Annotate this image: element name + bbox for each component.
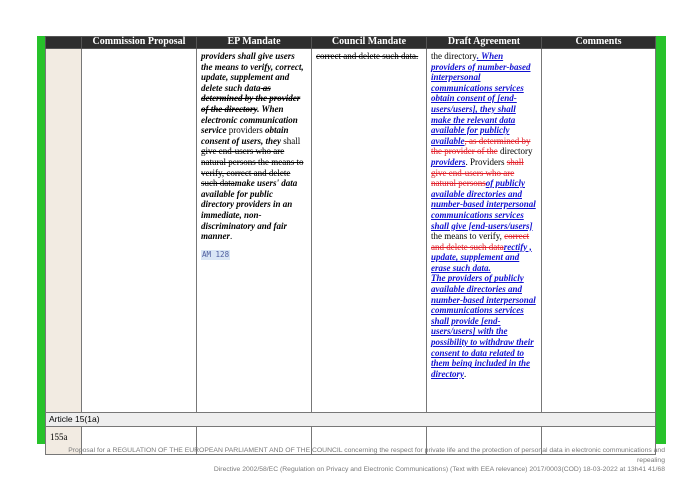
- article-heading: Article 15(1a): [46, 413, 656, 427]
- header-commission-proposal: Commission Proposal: [82, 37, 197, 49]
- ep-text: providers shall give users the means to verify, correct, update, supplement and delete such data as determined by the provider of the directory. When electronic communication service providers obtain consent of users, they shall give end-users who are natural persons the means to verify, correct and delete such datamake users' data available for public directory providers in an immediate, non-discriminatory and fair manner.: [201, 51, 304, 242]
- table-header-row: [46, 37, 656, 49]
- amendment-reference[interactable]: AM 128: [202, 249, 230, 259]
- header-ep-mandate: EP Mandate: [197, 37, 312, 49]
- footer-line-2: Directive 2002/58/EC (Regulation on Privacy and Electronic Communications) (Text with EEA relevance) 2017/0003(COD) 18-03-2022 at 13h41 41/68: [213, 466, 665, 473]
- comparison-table-wrapper: [45, 36, 655, 455]
- four-column-table: [45, 36, 656, 455]
- page-footer: [45, 446, 665, 475]
- council-mandate-cell: [312, 49, 427, 413]
- comments-cell: [542, 49, 656, 413]
- header-council-mandate: Council Mandate: [312, 37, 427, 49]
- row-number-155a: 155a: [46, 426, 82, 454]
- row-marker-right: [657, 428, 666, 436]
- ep-mandate-cell: [197, 49, 312, 413]
- article-heading-row: [46, 413, 656, 427]
- footer-line-1: Proposal for a REGULATION OF THE EUROPEAN PARLIAMENT AND OF THE COUNCIL concerning the respect for private life and the protection of personal data in electronic communications and repealing: [68, 447, 665, 464]
- header-number: [46, 37, 82, 49]
- header-comments: Comments: [542, 37, 656, 49]
- row-number-cell: [46, 49, 82, 413]
- table-row: [46, 49, 656, 413]
- header-draft-agreement: Draft Agreement: [427, 37, 542, 49]
- council-text: correct and delete such data.: [316, 51, 419, 61]
- commission-proposal-cell: [82, 49, 197, 413]
- draft-agreement-cell: the directory. When providers of number-based interpersonal communications services obtain consent of [end-users/users], they shall make the relevant data available for publicly available, as determined by the provider of the directory providers. Providers shall give end-users who are natural personsof publicly available directories and number-based interpersonal communications services shall give [end-users/users] the means to verify, correct and delete such datarectify , update, supplement and erase such data. The providers of publicly available directories and number-based interpersonal communications services shall provide [end-users/users] with the possibility to withdraw their consent to data related to them being included in the directory.: [427, 49, 542, 413]
